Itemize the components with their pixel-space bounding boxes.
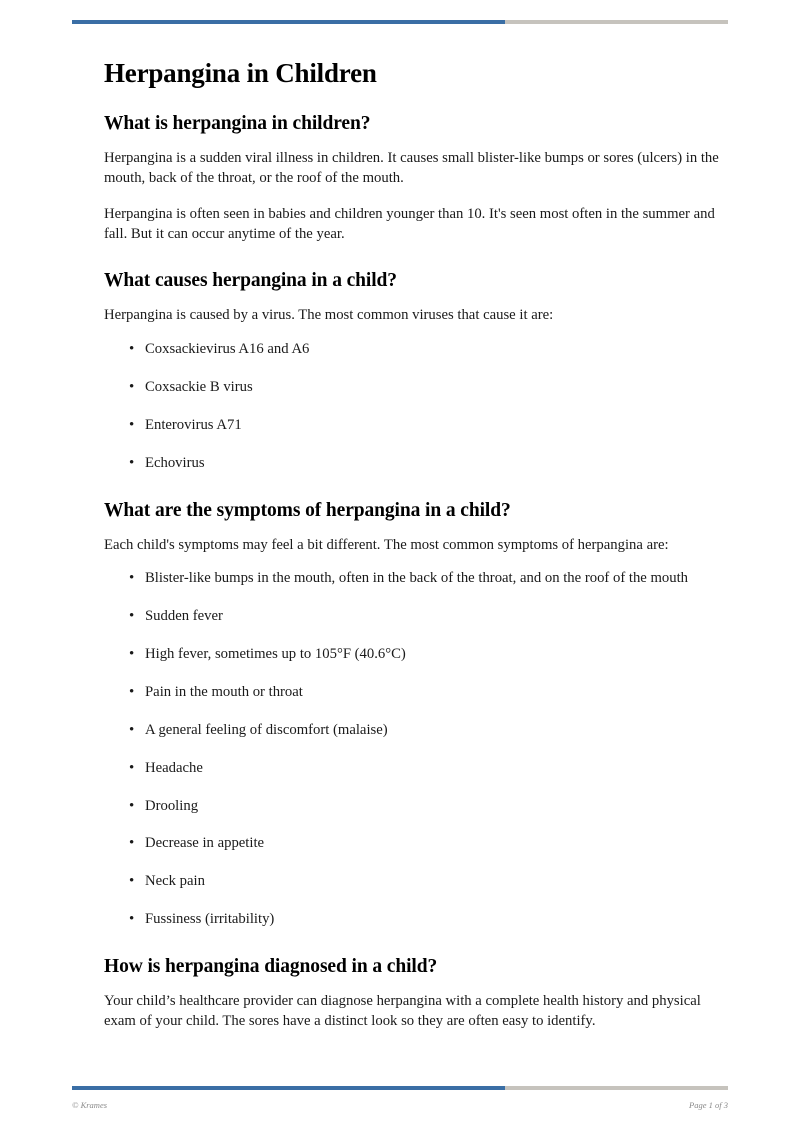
causes-list (104, 340, 728, 473)
copyright-text: © Krames (72, 1100, 108, 1110)
list-item: • Neck pain (104, 872, 728, 892)
list-item: • A general feeling of discomfort (malaise) (104, 721, 728, 741)
list-item: • Coxsackievirus A16 and A6 (104, 340, 728, 360)
header-rule (72, 20, 728, 24)
footer-rule-grey-segment (505, 1086, 728, 1090)
list-item: • Sudden fever (104, 607, 728, 627)
list-item: • Pain in the mouth or throat (104, 683, 728, 703)
list-item: • Echovirus (104, 454, 728, 474)
list-item: • Headache (104, 759, 728, 779)
section-heading-symptoms: What are the symptoms of herpangina in a child? (104, 499, 511, 521)
list-item: • High fever, sometimes up to 105°F (40.6°C) (104, 645, 728, 665)
list-item: • Fussiness (irritability) (104, 910, 728, 930)
list-item: • Decrease in appetite (104, 834, 728, 854)
section-paragraph: Herpangina is often seen in babies and children younger than 10. It's seen most often in the summer and fall. But it can occur anytime of the year. (104, 205, 715, 242)
footer-rule-blue-segment (72, 1086, 505, 1090)
section-paragraph: Each child's symptoms may feel a bit different. The most common symptoms of herpangina are: (104, 536, 669, 553)
header-rule-grey-segment (505, 20, 728, 24)
section-paragraph: Herpangina is caused by a virus. The most common viruses that cause it are: (104, 307, 554, 324)
list-item: • Coxsackie B virus (104, 378, 728, 398)
page-number: Page 1 of 3 (689, 1100, 728, 1110)
page-title: Herpangina in Children (104, 58, 377, 88)
page-footer (72, 1100, 728, 1110)
list-item: • Enterovirus A71 (104, 416, 728, 436)
section-heading-diagnosis: How is herpangina diagnosed in a child? (104, 955, 438, 977)
list-item: • Drooling (104, 797, 728, 817)
document-body (104, 48, 728, 1048)
list-item: • Blister-like bumps in the mouth, often in the back of the throat, and on the roof of the mouth (104, 569, 728, 589)
symptoms-list (104, 569, 728, 929)
section-heading-what-causes: What causes herpangina in a child? (104, 270, 397, 292)
section-paragraph: Herpangina is a sudden viral illness in children. It causes small blister-like bumps or sores (ulcers) in the mouth, back of the throat, or the roof of the mouth. (104, 150, 719, 186)
section-paragraph: Your child’s healthcare provider can diagnose herpangina with a complete health history and physical exam of your child. The sores have a distinct look so they are often easy to identify. (104, 992, 701, 1029)
section-heading-what-is: What is herpangina in children? (104, 113, 371, 134)
footer-rule (72, 1086, 728, 1090)
header-rule-blue-segment (72, 20, 505, 24)
